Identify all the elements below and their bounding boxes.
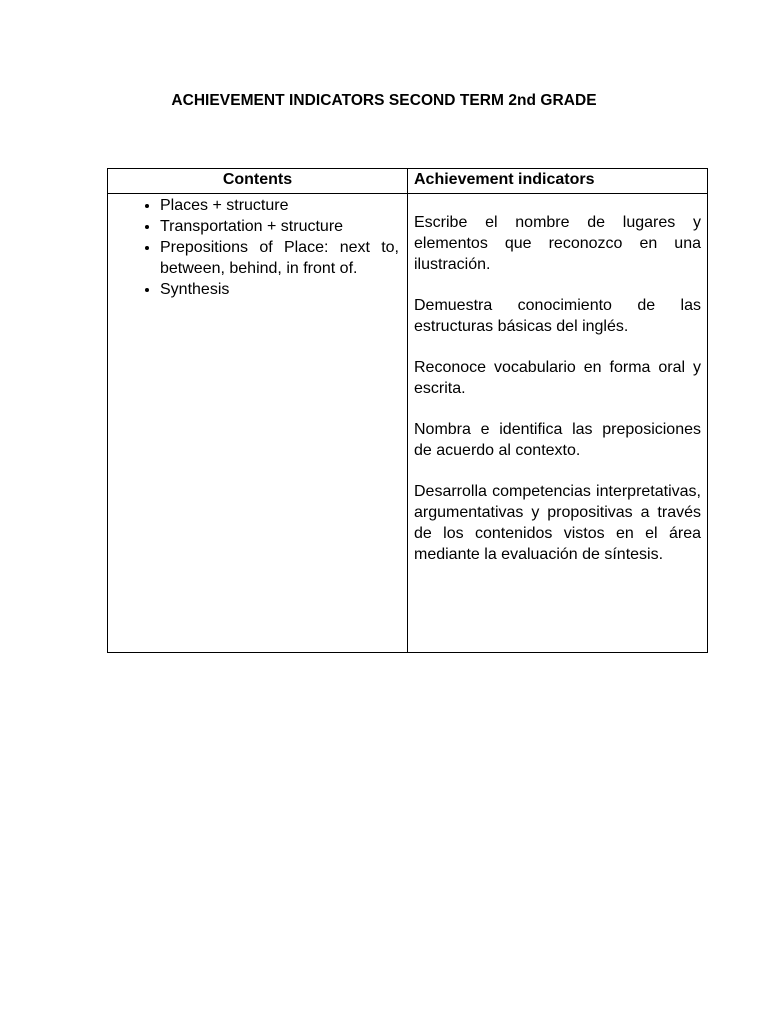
table-header-row [108,169,708,194]
contents-item-prepositions: • Prepositions of Place: next to, between, behind, in front of. [160,237,399,279]
contents-column-header: Contents [108,169,408,194]
indicators-column-header: Achievement indicators [408,169,708,194]
indicators-cell [408,194,708,653]
contents-item-places: • Places + structure [160,195,399,216]
contents-cell [108,194,408,653]
indicator-item-vocabulary: Reconoce vocabulario en forma oral y escrita. [414,359,701,397]
indicator-item-prepositions: Nombra e identifica las preposiciones de acuerdo al contexto. [414,421,701,459]
indicator-item-competencies: Desarrolla competencias interpretativas, argumentativas y propositivas a través de los contenidos vistos en el área mediante la evaluación de síntesis. [414,483,701,563]
document-title: ACHIEVEMENT INDICATORS SECOND TERM 2nd GRADE [171,92,597,109]
contents-item-synthesis: • Synthesis [160,279,399,300]
indicator-item-places: Escribe el nombre de lugares y elementos que reconozco en una ilustración. [414,214,701,273]
indicator-item-structures: Demuestra conocimiento de las estructuras básicas del inglés. [414,297,701,335]
contents-list [108,195,407,300]
contents-item-transportation: • Transportation + structure [160,216,399,237]
achievement-table [107,168,708,653]
table-row [108,194,708,653]
